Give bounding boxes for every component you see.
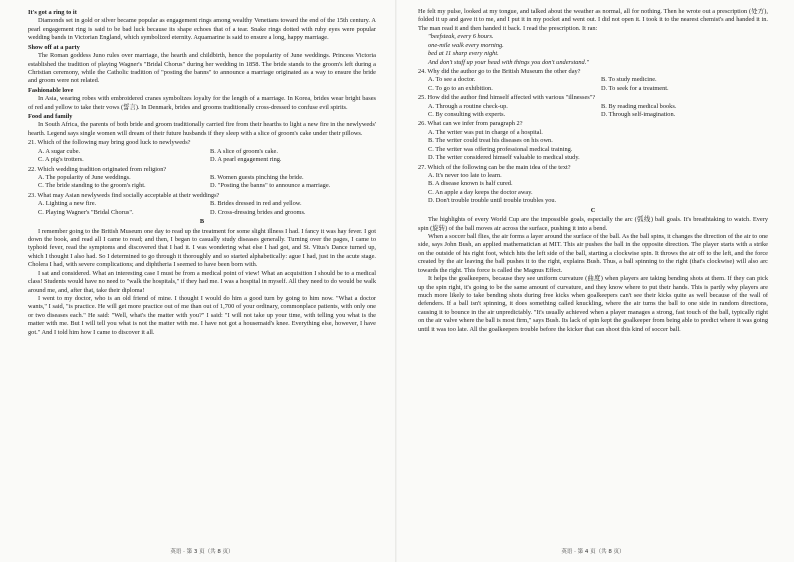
question-24 bbox=[418, 68, 768, 93]
question-26 bbox=[418, 120, 768, 162]
option-d[interactable]: D. Don't trouble trouble until trouble troubles you. bbox=[428, 197, 557, 205]
option-b[interactable]: B. The writer could treat his diseases on his own. bbox=[428, 137, 553, 145]
option-d[interactable]: D. The writer considered himself valuable to medical study. bbox=[428, 154, 580, 162]
section-text: The Roman goddess Juno rules over marriage, the hearth and childbirth, hence the popularity of June weddings. Princess Victoria established the tradition of playing Wagner's "Bridal Chorus" during her wedding in 1858. The bride stands to the groom's left during a Christian ceremony, while the Catholic tradition of "posting the banns" to announce a marriage originated as a way to ensure the bride and groom were not related. bbox=[28, 52, 376, 85]
option-c[interactable]: C. An apple a day keeps the doctor away. bbox=[428, 188, 533, 196]
option-b[interactable]: B. A disease known is half cured. bbox=[428, 180, 513, 188]
question-22 bbox=[28, 166, 376, 191]
section-heading: It's got a ring to it bbox=[28, 9, 77, 16]
option-a[interactable]: A. A sugar cube. bbox=[38, 147, 81, 155]
prescription-line: "beefsteak, every 6 hours. bbox=[428, 33, 494, 41]
option-d[interactable]: D. A pearl engagement ring. bbox=[210, 156, 282, 164]
option-b[interactable]: B. A slice of groom's cake. bbox=[210, 147, 278, 155]
option-b[interactable]: B. To study medicine. bbox=[601, 76, 657, 84]
option-c[interactable]: C. The bride standing to the groom's right. bbox=[38, 182, 146, 190]
question-23 bbox=[28, 192, 376, 217]
section-party bbox=[28, 44, 376, 86]
option-c[interactable]: C. By consulting with experts. bbox=[428, 111, 506, 119]
question-stem: 27. Which of the following can be the main idea of the text? bbox=[418, 163, 571, 171]
option-b[interactable]: B. Brides dressed in red and yellow. bbox=[210, 200, 302, 208]
option-a[interactable]: A. It's never too late to learn. bbox=[428, 172, 502, 180]
question-stem: 21. Which of the following may bring good luck to newlyweds? bbox=[28, 139, 191, 147]
option-c[interactable]: C. A pig's trotters. bbox=[38, 156, 84, 164]
page-footer: 英语 · 第 4 页（共 8 页） bbox=[561, 548, 625, 555]
section-text: In Asia, wearing robes with embroidered cranes symbolizes loyalty for the length of a marriage. In Korea, brides wear bright bases of red and yellow to take their vows (誓言). In Denmark, brides and grooms traditionally cross-dressed to confuse evil spirits. bbox=[28, 95, 376, 111]
prescription-block bbox=[418, 33, 768, 67]
option-a[interactable]: A. To see a doctor. bbox=[428, 76, 476, 84]
option-b[interactable]: B. Women guests pinching the bride. bbox=[210, 174, 304, 182]
section-heading: Fashionable love bbox=[28, 86, 74, 94]
section-food bbox=[28, 113, 376, 138]
option-d[interactable]: D. To seek for a treatment. bbox=[601, 84, 669, 92]
question-25 bbox=[418, 94, 768, 119]
right-page bbox=[418, 8, 768, 556]
page-gutter bbox=[395, 0, 397, 562]
question-stem: 22. Which wedding tradition originated from religion? bbox=[28, 165, 167, 173]
option-a[interactable]: A. Through a routine check-up. bbox=[428, 102, 508, 110]
passage-b-paragraph-2: I sat and considered. What an interesting case I must be from a medical point of view! What an acquisition I should be to a medical class! Students would have no need to "walk the hospitals," if they had me. I was a hospital in myself. All they need to do would be walk around me, and, after that, take their diploma! bbox=[28, 269, 376, 294]
page-footer: 英语 · 第 3 页（共 8 页） bbox=[170, 548, 234, 555]
question-stem: 23. What may Asian newlyweds find socially acceptable at their weddings? bbox=[28, 191, 220, 199]
section-heading: Show off at a party bbox=[28, 43, 80, 51]
section-mark-c: C bbox=[590, 206, 596, 214]
option-a[interactable]: A. Lighting a new fire. bbox=[38, 200, 97, 208]
question-stem: 25. How did the author find himself affected with various "illnesses"? bbox=[418, 94, 596, 102]
passage-b-paragraph-3: I went to my doctor, who is an old friend of mine. I thought I would do him a good turn by going to him now. "What a doctor wants," I said, "is practice. He will get more practice out of me than out of 1,700 of your ordinary, commonplace patients, with only one or two diseases each." He said: "Well, what's the matter with you?" I said: "I will not take up your time, with telling you what is the matter with me. But I will tell you what is not the matter with me. I have not got a housemaid's knee. Everything else, however, I have got." And I told him how I came to discover it all. bbox=[28, 294, 376, 336]
passage-b-continued: He felt my pulse, looked at my tongue, and talked about the weather as normal, all for nothing. Then he wrote out a prescription (处方), folded it up and gave it to me, and I put it in my pocket and went out. I did not open it. I took it to the nearest chemist's and handed it in. The man read it and then handed it back. I read the prescription. It ran: bbox=[418, 8, 768, 32]
section-text: Diamonds set in gold or silver became popular as engagement rings among wealthy Venetians toward the end of the 15th century. A pearl engagement ring is said to be bad luck because its shape echoes that of a tear. Snake rings dotted with ruby eyes were popular wedding bands in Victorian England, which symbolized eternity. Aquamarine is said to ensure a long, happy marriage. bbox=[28, 17, 376, 42]
section-text: In South Africa, the parents of both bride and groom traditionally carried fire from their hearths to light a new fire in the newlyweds' hearth. Legend says single women will dream of their future husbands if they sleep with a slice of groom's cake under their pillows. bbox=[28, 121, 376, 137]
question-stem: 26. What can we infer from paragraph 2? bbox=[418, 120, 523, 128]
option-c[interactable]: C. Playing Wagner's "Bridal Chorus". bbox=[38, 208, 134, 216]
passage-c-paragraph-3: It helps the goalkeepers, because they see uniform curvature (曲度) when players are taking bending shots at them. If they can pick up the spin right, it's going to be the same amount of curvature, and they know where to put their hands. This is partly why players are much more likely to take bending shots during free kicks when goalkeepers can't see their kicks quite as well because of the wall of defenders. If a ball isn't spinning, it does something called knuckling, where the air turns the ball to one side in random directions, causing it to bounce in the air unpredictably. "It's usually achieved when a player manages a strong, fast touch of the ball, typically right on the air valve where the ball is most firm," says Bush. Its lack of spin kept the goalkeeper from being able to predict where it was going until it was too late. All the goalkeepers trouble before the kicker that can shoot this kind of soccer ball. bbox=[418, 275, 768, 333]
option-d[interactable]: D. Through self-imagination. bbox=[601, 111, 676, 119]
option-c[interactable]: C. To go to an exhibition. bbox=[428, 84, 493, 92]
prescription-line: And don't stuff up your head with things you don't understand." bbox=[428, 58, 589, 66]
option-a[interactable]: A. The writer was put in charge of a hospital. bbox=[428, 128, 543, 136]
option-d[interactable]: D. Cross-dressing brides and grooms. bbox=[210, 208, 306, 216]
question-27 bbox=[418, 164, 768, 206]
passage-c-paragraph-1: The highlights of every World Cup are the impossible goals, especially the arc (弧线) ball goals. It's breathtaking to watch. Every spin (旋转) of the ball moves air across the surface, pushing it into a bend. bbox=[418, 216, 768, 232]
passage-b-paragraph-1: I remember going to the British Museum one day to read up the treatment for some slight illness I had. I fancy it was hay fever. I got down the book, and read all I came to read; and then, I began to casually study diseases generally. Turning over the pages, I came to typhoid fever, read the symptoms and discovered that I had it. I was wondering what else I had got, and St. Vitus's Dance turned up, which I thought I also had. So I determined to go through it thoroughly and so started alphabetically: ague I had, just in the acute stage. Cholera I had, with severe complications; and diphtheria I seemed to have been born with. bbox=[28, 227, 376, 269]
prescription-line: one-mile walk every morning. bbox=[428, 41, 504, 49]
prescription-line: bed at 11 sharp every night. bbox=[428, 50, 499, 58]
question-21 bbox=[28, 139, 376, 164]
passage-c-paragraph-2: When a soccer ball flies, the air forms a layer around the surface of the ball. As the ball spins, it changes the direction of the air to one side, says John Bush, an applied mathematician at MIT. This air pushes the ball in the opposite direction. The player starts with a strike on the outside of his right foot, which hits the left side of the ball, starting a clockwise spin. It throws the air off to the left, and the force created by the air leaving the ball pushes it to the right, explains Bush. Thus, a ball spinning to the right (that's clockwise) will also arc towards the right. This force is called the Magnus Effect. bbox=[418, 232, 768, 274]
section-heading: Food and family bbox=[28, 113, 73, 121]
option-d[interactable]: D. "Posting the banns" to announce a marriage. bbox=[210, 182, 331, 190]
option-a[interactable]: A. The popularity of June weddings. bbox=[38, 174, 131, 182]
section-mark-b: B bbox=[199, 218, 205, 226]
option-b[interactable]: B. By reading medical books. bbox=[601, 102, 677, 110]
left-page bbox=[28, 8, 376, 556]
section-ring bbox=[28, 9, 376, 43]
option-c[interactable]: C. The writer was offering professional medical training. bbox=[428, 145, 573, 153]
section-fashion bbox=[28, 87, 376, 112]
question-stem: 24. Why did the author go to the British Museum the other day? bbox=[418, 67, 581, 75]
